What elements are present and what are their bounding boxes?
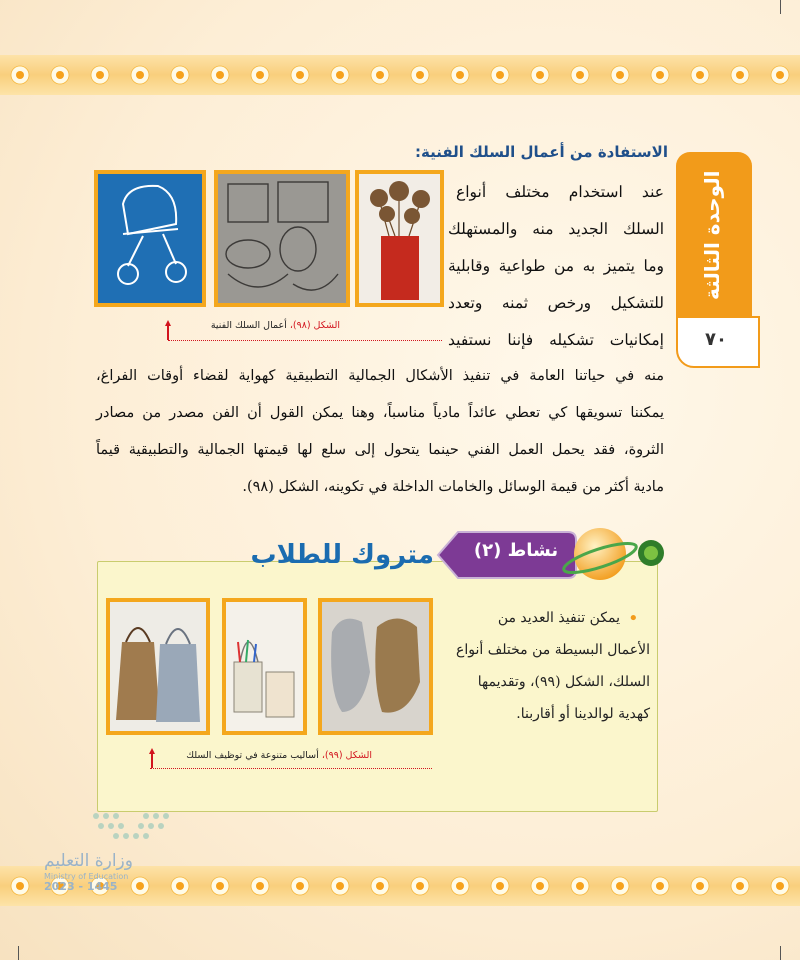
green-dot-icon	[636, 538, 666, 568]
ministry-name-arabic: وزارة التعليم	[44, 851, 133, 871]
planet-icon	[560, 520, 640, 590]
ministry-name-english: Ministry of Education	[44, 872, 129, 881]
activity-line: السلك، الشكل (٩٩)، وتقديمها	[477, 674, 650, 690]
figure-98-ref: الشكل (٩٨)،	[289, 320, 340, 331]
photo-wire-jars	[222, 598, 307, 735]
edition-year: 2023 - 1445	[44, 880, 118, 893]
activity-line: كهدية لوالدينا أو أقاربنا.	[516, 706, 650, 722]
paragraph-line: للتشكيل ورخص ثمنه وتعدد	[448, 294, 664, 312]
figure-98-dotted-line	[168, 340, 442, 341]
top-flower-band	[0, 55, 800, 95]
paragraph-line: الثروة، فقد يحمل العمل الفني حينما يتحول إلى سلع لها قيمتها الجمالية والتطبيقية قيماً	[96, 442, 664, 458]
flower-pattern-icon	[0, 55, 800, 95]
photo-wire-gloves	[318, 598, 433, 735]
activity-line: يمكن تنفيذ العديد من	[497, 610, 620, 626]
activity-badge-label: نشاط (٢)	[473, 540, 559, 561]
ministry-logo-dots-icon	[86, 808, 176, 846]
section-title: الاستفادة من أعمال السلك الفنية:	[415, 143, 668, 161]
figure-98-arrow-icon	[165, 320, 171, 326]
paragraph-line: عند استخدام مختلف أنواع	[456, 183, 664, 201]
photo-wire-pram	[94, 170, 206, 307]
trim-mark	[780, 0, 781, 14]
figure-99-dotted-line	[150, 768, 432, 769]
figure-98-text: أعمال السلك الفنية	[210, 320, 287, 331]
activity-line: الأعمال البسيطة من مختلف أنواع	[456, 642, 650, 658]
paragraph-line: منه في حياتنا العامة في تنفيذ الأشكال الجمالية التطبيقية كهواية لقضاء أوقات الفراغ،	[96, 368, 664, 384]
figure-99-arrow-stem	[151, 754, 153, 768]
paragraph-line: وما يتميز به من طواعية وقابلية	[448, 257, 664, 275]
paragraph-line: يمكننا تسويقها كي تعطي عائداً مادياً مناسباً، وهنا يمكن القول أن الفن مصدر من مصادر	[96, 405, 664, 421]
figure-98-caption	[170, 320, 340, 331]
paragraph-line: مادية أكثر من قيمة الوسائل والخامات الداخلة في تكوينه، الشكل (٩٨).	[242, 479, 664, 495]
trim-mark	[780, 946, 781, 960]
figure-99-arrow-icon	[149, 748, 155, 754]
activity-title: متروك للطلاب	[250, 540, 434, 570]
paragraph-line: السلك الجديد منه والمستهلك	[448, 220, 664, 238]
photo-wire-bags	[106, 598, 210, 735]
activity-bullet: •	[628, 608, 639, 629]
unit-title: الوحدة الثالثة	[700, 170, 724, 300]
figure-99-ref: الشكل (٩٩)،	[321, 750, 372, 761]
figure-98-arrow-stem	[167, 326, 169, 340]
photo-wire-baskets	[214, 170, 350, 307]
figure-99-text: أساليب متنوعة في توظيف السلك	[186, 750, 319, 761]
page-number: ٧٠	[705, 329, 727, 350]
paragraph-line: إمكانيات تشكيله فإننا نستفيد	[448, 331, 664, 349]
photo-wire-flowers-vase	[355, 170, 444, 307]
figure-99-caption	[150, 750, 372, 761]
trim-mark	[18, 946, 19, 960]
